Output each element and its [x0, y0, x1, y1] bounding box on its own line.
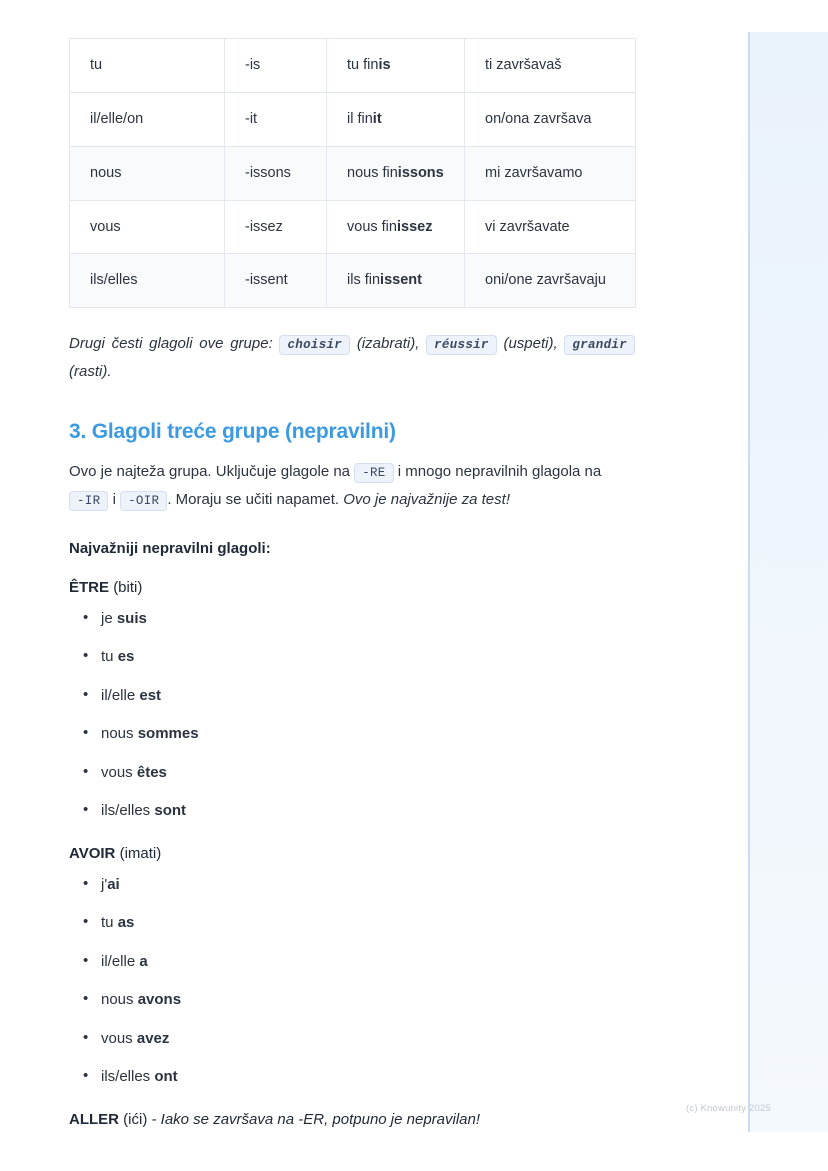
- cell-ending: -is: [225, 39, 327, 93]
- conjugation-table: [69, 38, 636, 308]
- list-item: [101, 1028, 635, 1051]
- form-pronoun: je: [101, 609, 117, 627]
- note-lead: Drugi česti glagoli ove grupe:: [69, 335, 273, 353]
- list-item: [101, 989, 635, 1012]
- verb-forms-etre: [69, 608, 635, 823]
- paragraph-emphasis: Ovo je najvažnije za test!: [343, 491, 510, 509]
- list-item: [101, 874, 635, 897]
- form-ending: is: [378, 57, 391, 73]
- form-pronoun: vous: [101, 763, 137, 781]
- cell-translation: on/ona završava: [465, 92, 636, 146]
- form-ending: it: [372, 110, 382, 127]
- form-conjugation: êtes: [136, 763, 167, 781]
- form-conjugation: avons: [137, 991, 182, 1009]
- verb-chip-reussir: réussir: [426, 335, 497, 355]
- list-item: [101, 608, 635, 631]
- cell-ending: -issez: [225, 200, 327, 254]
- note-gloss-2: (uspeti),: [503, 335, 558, 353]
- copyright-notice: (c) Knowunity 2025: [686, 1103, 771, 1114]
- form-prefix: tu fin: [347, 57, 379, 73]
- cell-form: [327, 254, 465, 308]
- verb-chip-grandir: grandir: [564, 335, 635, 355]
- list-item: [101, 762, 635, 785]
- cell-pronoun: nous: [70, 146, 225, 200]
- form-ending: issez: [396, 218, 433, 235]
- form-conjugation: es: [117, 648, 135, 666]
- verb-gloss: (imati): [119, 844, 162, 862]
- form-conjugation: ont: [154, 1068, 178, 1086]
- table-row: [70, 254, 636, 308]
- verb-chip-choisir: choisir: [279, 335, 350, 355]
- cell-translation: ti završavaš: [465, 39, 636, 93]
- note-gloss-3: (rasti).: [69, 362, 112, 380]
- form-prefix: nous fin: [347, 164, 398, 181]
- verb-heading-avoir: [69, 845, 635, 862]
- code-chip-re: -RE: [354, 463, 393, 483]
- section-heading-third-group: 3. Glagoli treće grupe (nepravilni): [69, 419, 396, 443]
- cell-form: [327, 146, 465, 200]
- cell-ending: -issons: [225, 146, 327, 200]
- form-pronoun: il/elle: [101, 952, 140, 970]
- cell-pronoun: ils/elles: [70, 254, 225, 308]
- cell-form: [327, 39, 465, 93]
- form-conjugation: sommes: [137, 725, 199, 743]
- page-side-panel: [750, 32, 828, 1132]
- paragraph-conjunction: i: [112, 491, 116, 509]
- form-pronoun: ils/elles: [101, 802, 155, 820]
- form-conjugation: avez: [136, 1029, 170, 1047]
- form-conjugation: as: [117, 914, 135, 932]
- list-item: [101, 951, 635, 974]
- form-conjugation: sont: [154, 802, 187, 820]
- paragraph-part-1: Ovo je najteža grupa. Uključuje glagole na: [69, 462, 351, 480]
- code-chip-ir: -IR: [69, 491, 108, 511]
- verb-forms-avoir: [69, 874, 635, 1089]
- form-prefix: vous fin: [347, 218, 397, 235]
- cell-pronoun: tu: [70, 39, 225, 93]
- table-row: [70, 146, 636, 200]
- cell-pronoun: il/elle/on: [70, 92, 225, 146]
- form-pronoun: vous: [101, 1029, 137, 1047]
- cell-form: [327, 92, 465, 146]
- cell-ending: -it: [225, 92, 327, 146]
- verb-gloss: (ići): [123, 1110, 148, 1128]
- verb-heading-etre: [69, 579, 635, 596]
- section-paragraph: [69, 458, 635, 515]
- note-gloss-1: (izabrati),: [356, 335, 420, 353]
- verb-name: ÊTRE: [69, 578, 110, 596]
- form-pronoun: tu: [101, 648, 118, 666]
- list-item: [101, 800, 635, 823]
- cell-form: [327, 200, 465, 254]
- document-content: [69, 0, 635, 1128]
- form-pronoun: nous: [101, 725, 138, 743]
- table-row: [70, 92, 636, 146]
- cell-translation: mi završavamo: [465, 146, 636, 200]
- form-prefix: il fin: [347, 110, 373, 127]
- verb-heading-aller: [69, 1111, 635, 1128]
- list-item: [101, 1066, 635, 1089]
- list-item: [101, 912, 635, 935]
- table-row: [70, 39, 636, 93]
- form-ending: issent: [380, 272, 422, 289]
- verb-note: - Iako se završava na -ER, potpuno je nepravilan!: [151, 1110, 481, 1128]
- cell-ending: -issent: [225, 254, 327, 308]
- form-pronoun: j': [101, 875, 108, 893]
- form-pronoun: tu: [101, 914, 118, 932]
- form-conjugation: a: [139, 952, 148, 970]
- cell-pronoun: vous: [70, 200, 225, 254]
- form-conjugation: est: [139, 686, 162, 704]
- list-item: [101, 685, 635, 708]
- form-ending: issons: [397, 164, 444, 181]
- verb-name: AVOIR: [69, 844, 116, 862]
- cell-translation: vi završavate: [465, 200, 636, 254]
- code-chip-oir: -OIR: [120, 491, 167, 511]
- table-row: [70, 200, 636, 254]
- paragraph-part-2: i mnogo nepravilnih glagola na: [397, 462, 602, 480]
- list-item: [101, 646, 635, 669]
- subheading-important-verbs: Najvažniji nepravilni glagoli:: [69, 539, 271, 557]
- form-pronoun: il/elle: [101, 686, 140, 704]
- paragraph-part-3: . Moraju se učiti napamet.: [167, 491, 340, 509]
- common-verbs-note: [69, 330, 635, 386]
- verb-name: ALLER: [69, 1110, 119, 1128]
- list-item: [101, 723, 635, 746]
- cell-translation: oni/one završavaju: [465, 254, 636, 308]
- verb-gloss: (biti): [113, 578, 143, 596]
- form-conjugation: suis: [116, 609, 147, 627]
- form-prefix: ils fin: [347, 272, 381, 289]
- form-conjugation: ai: [107, 875, 120, 893]
- form-pronoun: ils/elles: [101, 1068, 155, 1086]
- form-pronoun: nous: [101, 991, 138, 1009]
